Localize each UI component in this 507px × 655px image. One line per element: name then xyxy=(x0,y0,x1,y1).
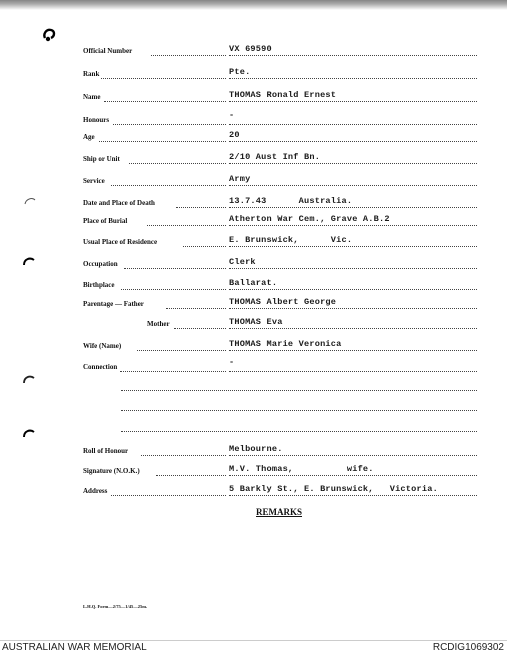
field-connection xyxy=(0,357,507,374)
field-value: THOMAS Marie Veronica xyxy=(229,339,342,349)
field-official-number xyxy=(0,44,507,58)
field-value: THOMAS Ronald Ernest xyxy=(229,90,337,100)
field-value: - xyxy=(229,357,235,367)
field-label: Connection xyxy=(83,363,118,371)
field-label: Parentage — Father xyxy=(83,300,144,308)
field-label: Roll of Honour xyxy=(83,447,129,455)
footer-right-label: RCDIG1069302 xyxy=(432,642,504,653)
footer-bar xyxy=(0,640,507,655)
field-label: Name xyxy=(83,93,101,101)
field-label: Signature (N.O.K.) xyxy=(83,467,140,475)
field-label: Usual Place of Residence xyxy=(83,238,158,246)
field-roll-of-honour xyxy=(0,444,507,458)
field-label: Occupation xyxy=(83,260,118,268)
field-service xyxy=(0,174,507,188)
field-rank xyxy=(0,67,507,81)
field-label: Age xyxy=(83,133,95,141)
field-address xyxy=(0,484,507,498)
field-label: Ship or Unit xyxy=(83,155,120,163)
scan-edge-shadow xyxy=(0,0,507,10)
field-label: Wife (Name) xyxy=(83,342,122,350)
field-value: 20 xyxy=(229,130,240,140)
remarks-heading: REMARKS xyxy=(256,507,303,517)
field-value: THOMAS Eva xyxy=(229,317,283,327)
blank-line xyxy=(121,431,477,432)
field-name xyxy=(0,90,507,104)
field-value: 2/10 Aust Inf Bn. xyxy=(229,152,321,162)
footer-left-label: AUSTRALIAN WAR MEMORIAL xyxy=(2,642,147,653)
field-value: Ballarat. xyxy=(229,278,278,288)
field-signature-nok xyxy=(0,464,507,478)
field-value: VX 69590 xyxy=(229,44,272,54)
field-value: Pte. xyxy=(229,67,251,77)
field-usual-place-of-residence xyxy=(0,235,507,249)
field-label: Rank xyxy=(83,70,100,78)
blank-line xyxy=(121,410,477,411)
form-reference: L.H.Q. Form—2/75—1/45—25m. xyxy=(83,604,148,609)
field-ship-or-unit xyxy=(0,152,507,166)
field-label: Mother xyxy=(147,320,170,328)
field-label: Place of Burial xyxy=(83,217,128,225)
binding-hole-icon xyxy=(42,28,56,44)
punch-hole-icon xyxy=(23,374,35,386)
field-value: - xyxy=(229,110,235,120)
field-place-of-burial xyxy=(0,214,507,228)
field-label: Date and Place of Death xyxy=(83,199,155,207)
field-label: Honours xyxy=(83,116,110,124)
field-label: Address xyxy=(83,487,108,495)
field-birthplace xyxy=(0,278,507,292)
field-value: 5 Barkly St., E. Brunswick, Victoria. xyxy=(229,484,438,494)
field-label: Birthplace xyxy=(83,281,115,289)
field-date-place-of-death xyxy=(0,196,507,210)
field-value: THOMAS Albert George xyxy=(229,297,337,307)
field-honours xyxy=(0,110,507,127)
field-value: Army xyxy=(229,174,251,184)
field-value: Melbourne. xyxy=(229,444,283,454)
field-value: Atherton War Cem., Grave A.B.2 xyxy=(229,214,390,224)
field-label: Official Number xyxy=(83,47,133,55)
punch-hole-icon xyxy=(23,428,35,440)
field-parentage-father xyxy=(0,297,507,311)
field-value: E. Brunswick, Vic. xyxy=(229,235,353,245)
blank-line xyxy=(121,390,477,391)
field-value: 13.7.43 Australia. xyxy=(229,196,353,206)
field-value: Clerk xyxy=(229,257,256,267)
field-value: M.V. Thomas, wife. xyxy=(229,464,374,474)
field-wife xyxy=(0,339,507,353)
field-occupation xyxy=(0,257,507,271)
field-age xyxy=(0,130,507,144)
field-label: Service xyxy=(83,177,105,185)
field-mother xyxy=(0,317,507,331)
